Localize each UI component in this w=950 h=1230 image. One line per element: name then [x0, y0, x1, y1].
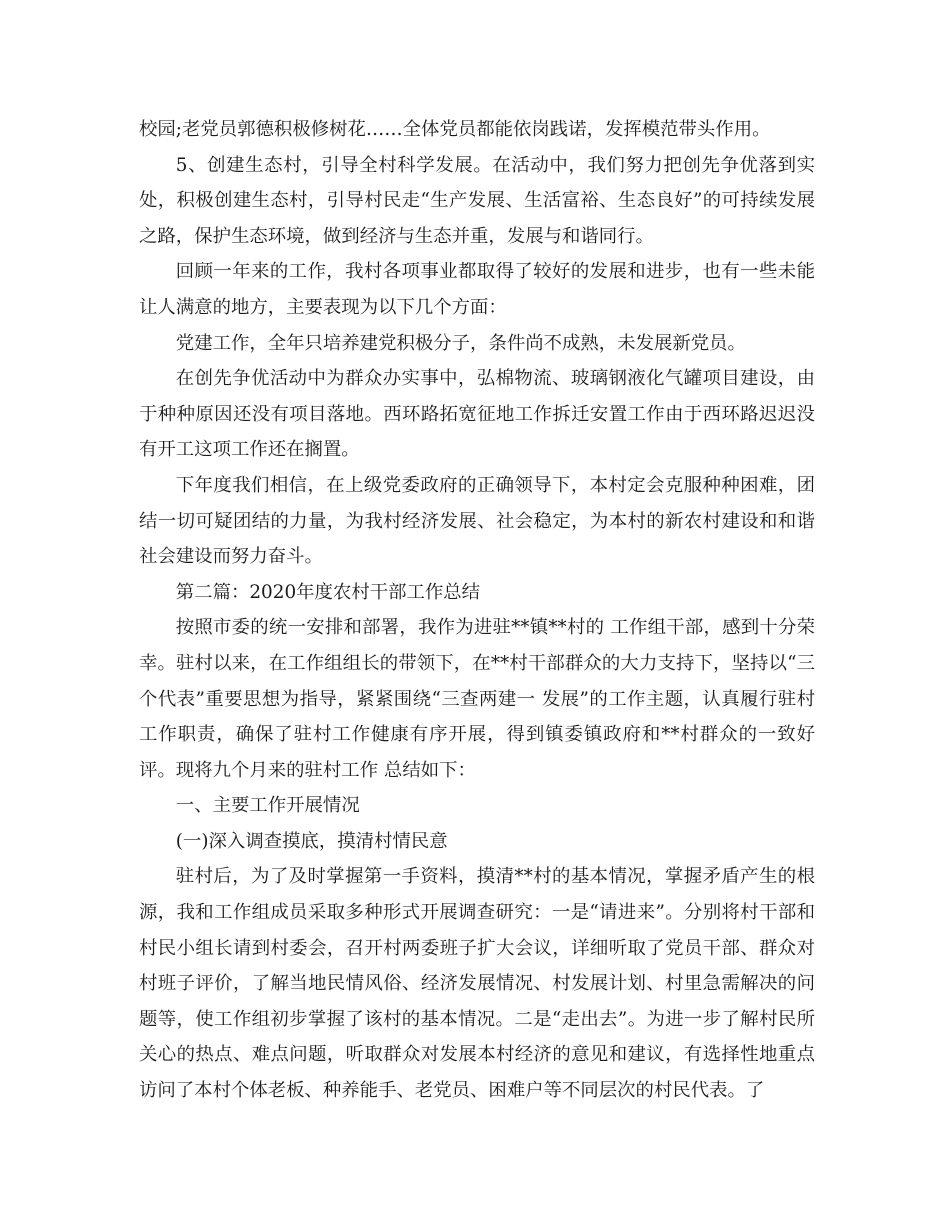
paragraph-11: 驻村后，为了及时掌握第一手资料，摸清**村的基本情况，掌握矛盾产生的根源，我和工作组成员采取多种形式开展调查研究：一是“请进来”。分别将村干部和村民小组长请到村委会，召开村两委班子扩大会议，详细听取了党员干部、群众对村班子评价，了解当地民情风俗、经济发展情况、村发展计划、村里急需解决的问题等，使工作组初步掌握了该村的基本情况。二是“走出去”。为进一步了解村民所关心的热点、难点问题，听取群众对发展本村经济的意见和建议，有选择性地重点访问了本村个体老板、种养能手、老党员、困难户等不同层次的村民代表。了	[139, 866, 815, 1102]
heading-main-work: 一、主要工作开展情况	[175, 795, 360, 817]
document-body	[139, 112, 815, 1109]
paragraph-3: 回顾一年来的工作，我村各项事业都取得了较好的发展和进步，也有一些未能让人满意的地方，主要表现为以下几个方面：	[139, 261, 815, 318]
section-title-second-article: 第二篇：2020年度农村干部工作总结	[175, 581, 481, 603]
subheading-investigation: (一)深入调查摸底，摸清村情民意	[175, 830, 448, 852]
paragraph-2: 5、创建生态村，引导全村科学发展。在活动中，我们努力把创先争优落到实处，积极创建生态村，引导村民走“生产发展、生活富裕、生态良好”的可持续发展之路，保护生态环境，做到经济与生态并重，发展与和谐同行。	[139, 154, 815, 247]
paragraph-5: 在创先争优活动中为群众办实事中，弘棉物流、玻璃钢液化气罐项目建设，由于种种原因还没有项目落地。西环路拓宽征地工作拆迁安置工作由于西环路迟迟没有开工这项工作还在搁置。	[139, 368, 815, 461]
paragraph-4: 党建工作，全年只培养建党积极分子，条件尚不成熟，未发展新党员。	[175, 332, 746, 354]
paragraph-1: 校园;老党员郭德积极修树花……全体党员都能依岗践诺，发挥模范带头作用。	[139, 119, 771, 140]
paragraph-6: 下年度我们相信，在上级党委政府的正确领导下，本村定会克服种种困难，团结一切可疑团结的力量，为我村经济发展、社会稳定，为本村的新农村建设和和谐社会建设而努力奋斗。	[139, 474, 815, 568]
paragraph-8: 按照市委的统一安排和部署，我作为进驻**镇**村的 工作组干部，感到十分荣幸。驻村以来，在工作组组长的带领下，在**村干部群众的大力支持下，坚持以“三个代表”重要思想为指导，紧紧围绕“三查两建一 发展”的工作主题，认真履行驻村工作职责，确保了驻村工作健康有序开展，得到镇委镇政府和**村群众的一致好评。现将九个月来的驻村工作 总结如下：	[139, 617, 815, 781]
